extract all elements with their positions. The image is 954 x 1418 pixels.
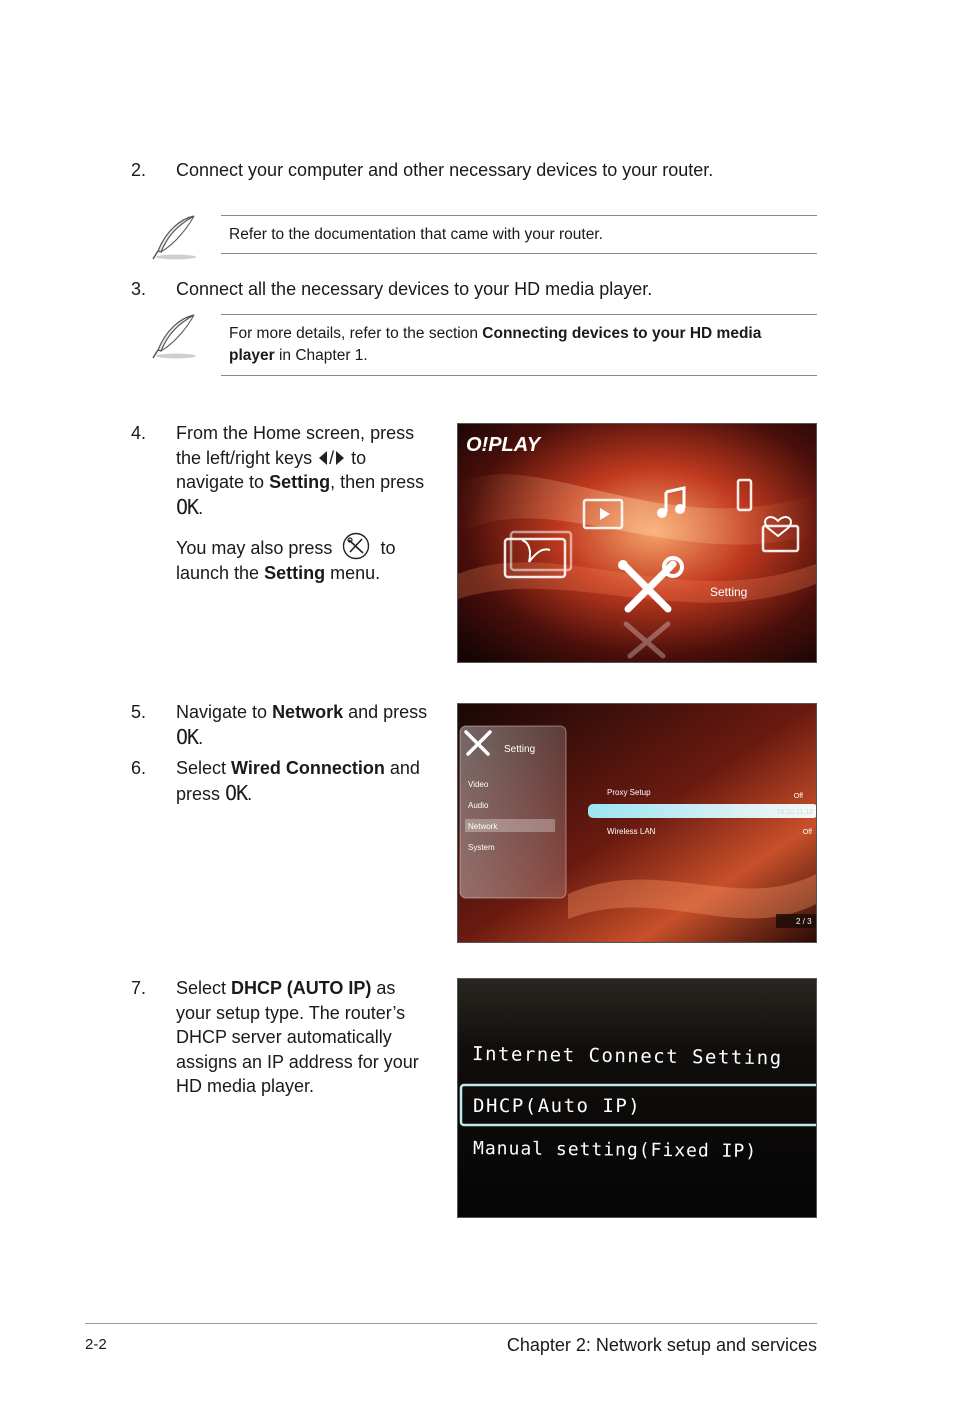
note-text: For more details, refer to the section Connecting devices to your HD media player in Chapter 1.: [229, 325, 762, 364]
row-wired-connection: Wired Connection: [607, 809, 663, 816]
chapter-title: Chapter 2: Network setup and services: [506, 1335, 817, 1355]
menu-item-system: System: [468, 843, 495, 852]
ok-key-glyph: OK: [176, 724, 199, 749]
note-rule-top: [221, 215, 817, 216]
step-text: Connect your computer and other necessary devices to your router.: [176, 160, 714, 180]
ok-key-glyph: OK: [225, 780, 248, 805]
setting-key-icon: [341, 532, 371, 560]
oplay-logo: O!PLAY: [466, 434, 541, 456]
step-text: Connect all the necessary devices to your HD media player.: [176, 279, 653, 299]
menu-item-video: Video: [468, 780, 489, 789]
settings-screen-art: [458, 704, 816, 942]
row-wired-value: 10.10.11.12: [776, 809, 813, 816]
step-text: Select Wired Connection and press OK.: [176, 758, 420, 805]
row-wireless-lan: Wireless LAN: [607, 827, 656, 836]
internet-setting-art: [458, 979, 816, 1217]
step-number: 2.: [131, 160, 147, 180]
step-number: 3.: [131, 279, 147, 299]
right-key-icon: [334, 450, 346, 466]
row-wireless-value: Off: [802, 829, 812, 836]
step-number: 5.: [131, 702, 147, 722]
row-proxy-value: Off: [793, 793, 803, 800]
note-rule-top: [221, 314, 817, 315]
note-text: Refer to the documentation that came with your router.: [229, 226, 603, 243]
setting-label: Setting: [710, 585, 748, 599]
page-indicator: 2 / 3: [796, 917, 812, 926]
step-text: Select DHCP (AUTO IP) as your setup type. The router’s DHCP server automatically assigns an IP address for your HD media player.: [176, 978, 419, 1096]
note-bold: Connecting devices to your HD media player: [229, 325, 762, 364]
setting-title: Internet Connect Setting: [471, 1043, 783, 1070]
option-dhcp[interactable]: DHCP(Auto IP): [473, 1095, 642, 1117]
step-text: Navigate to Network and press OK.: [176, 702, 428, 749]
settings-screenshot: [457, 703, 817, 943]
step-text: You may also press to launch the Setting menu.: [176, 532, 446, 585]
note-rule-bottom: [221, 375, 817, 376]
option-manual[interactable]: Manual setting(Fixed IP): [472, 1138, 758, 1162]
panel-title: Setting: [504, 744, 536, 755]
step-number: 7.: [131, 978, 147, 998]
left-key-icon: [317, 450, 329, 466]
ok-key-glyph: OK: [176, 494, 199, 519]
home-screen-art: [458, 424, 816, 662]
home-screen-screenshot: [457, 423, 817, 663]
footer-rule: [85, 1323, 817, 1324]
step-text: From the Home screen, press the left/right keys / to navigate to Setting, then press OK.: [176, 423, 425, 519]
menu-item-audio: Audio: [468, 801, 489, 810]
note-rule-bottom: [221, 253, 817, 254]
step-number: 4.: [131, 423, 147, 443]
page-number: 2-2: [85, 1336, 107, 1353]
step-number: 6.: [131, 758, 147, 778]
feather-note-icon: [150, 213, 198, 261]
menu-item-network: Network: [468, 822, 498, 831]
internet-setting-screenshot: [457, 978, 817, 1218]
row-proxy-setup: Proxy Setup: [607, 788, 651, 797]
feather-note-icon: [150, 312, 198, 360]
